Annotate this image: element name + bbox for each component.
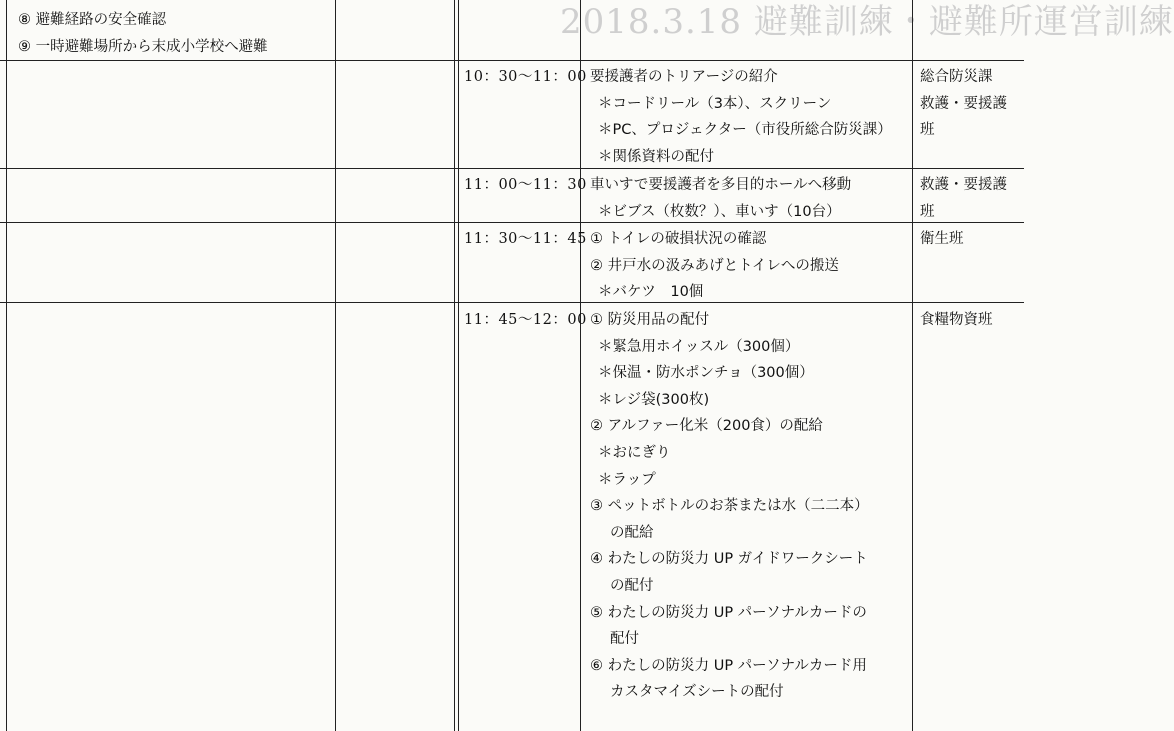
activity-line: ⑥ わたしの防災力 UP パーソナルカード用	[590, 657, 867, 674]
activity-line: カスタマイズシートの配付	[610, 684, 784, 701]
activity-line: ① トイレの破損状況の確認	[590, 231, 767, 247]
owner-line: 救護・要援護	[920, 95, 1007, 112]
activity-lines	[590, 67, 892, 173]
row-divider	[0, 302, 1024, 303]
owner-cell	[920, 229, 964, 256]
owner-line: 班	[920, 203, 935, 220]
owner-line: 救護・要援護	[920, 177, 1007, 193]
activity-line: ② アルファー化米（200食）の配給	[590, 418, 823, 435]
owner-line: 衛生班	[920, 231, 964, 247]
activity-line: ＊PC、プロジェクター（市役所総合防災課）	[598, 122, 892, 139]
activity-line: の配給	[610, 524, 654, 541]
time-slot: 11：30〜11：45	[464, 231, 587, 247]
owner-cell	[920, 67, 1007, 147]
activity-line: ② 井戸水の汲みあげとトイレへの搬送	[590, 257, 839, 274]
grid-line	[6, 0, 7, 731]
activity-line: ＊保温・防水ポンチョ（300個）	[598, 365, 814, 382]
activity-line: ④ わたしの防災力 UP ガイドワークシート	[590, 551, 868, 568]
grid-line	[580, 0, 581, 731]
time-slot: 10：30〜11：00	[464, 69, 587, 85]
activity-line: ＊緊急用ホイッスル（300個）	[598, 338, 800, 355]
activity-line: 車いすで要援護者を多目的ホールへ移動	[590, 177, 852, 193]
activity-line: ＊ビブス（枚数？）、車いす（10台）	[598, 203, 841, 220]
faded-header-text: 2018.3.18 避難訓練・避難所運営訓練	[560, 2, 1174, 42]
activity-lines	[590, 229, 839, 309]
row-divider	[0, 222, 1024, 223]
activity-line: ＊ラップ	[598, 471, 656, 488]
activity-line: ⑤ わたしの防災力 UP パーソナルカードの	[590, 604, 867, 621]
grid-line	[335, 0, 336, 731]
owner-line: 食糧物資班	[920, 312, 993, 328]
activity-line: 要援護者のトリアージの紹介	[590, 69, 778, 85]
top-item: ⑧ 避難経路の安全確認	[18, 12, 167, 28]
activity-lines	[590, 175, 851, 228]
owner-cell	[920, 175, 1007, 228]
owner-line: 班	[920, 122, 935, 139]
activity-line: ＊レジ袋(300枚)	[598, 391, 710, 408]
activity-line: ① 防災用品の配付	[590, 312, 710, 328]
activity-line: ③ ペットボトルのお茶または水（二二本）	[590, 498, 869, 515]
owner-cell	[920, 310, 993, 337]
row-divider	[0, 60, 1024, 61]
activity-line: ＊おにぎり	[598, 444, 671, 461]
grid-line	[912, 0, 913, 731]
time-slot: 11：00〜11：30	[464, 177, 587, 193]
grid-line	[458, 0, 459, 731]
activity-line: ＊コードリール（3本）、スクリーン	[598, 95, 832, 112]
activity-line: の配付	[610, 577, 654, 594]
top-item: ⑨ 一時避難場所から末成小学校へ避難	[18, 39, 268, 55]
owner-line: 総合防災課	[920, 69, 993, 85]
activity-line: ＊関係資料の配付	[598, 148, 714, 165]
time-slot: 11：45〜12：00	[464, 312, 587, 328]
activity-line: 配付	[610, 631, 639, 648]
grid-line	[454, 0, 455, 731]
activity-line: ＊バケツ 10個	[598, 284, 704, 301]
activity-lines	[590, 310, 869, 709]
